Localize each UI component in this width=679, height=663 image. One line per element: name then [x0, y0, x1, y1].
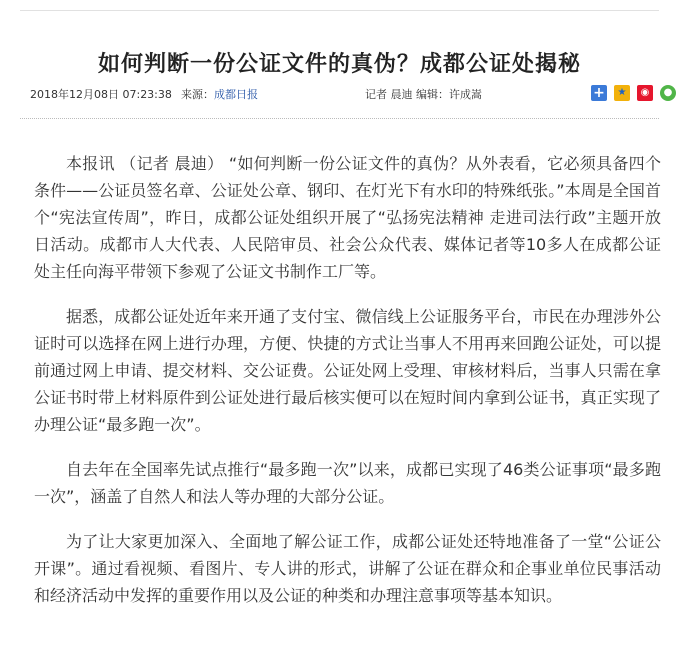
wechat-icon[interactable]: ●	[660, 85, 676, 101]
paragraph: 为了让大家更加深入、全面地了解公证工作，成都公证处还特地准备了一堂“公证公开课”。通过看视频、看图片、专人讲的形式，讲解了公证在群众和企事业单位民事活动和经济活动中发挥的重要作用以及公证的种类和办理注意事项等基本知识。	[34, 532, 661, 605]
source-label: 来源：	[181, 88, 214, 101]
paragraph: 本报讯 （记者 晨迪） “如何判断一份公证文件的真伪？从外表看，它必须具备四个条件——公证员签名章、公证处公章、钢印、在灯光下有水印的特殊纸张。”本周是全国首个“宪法宣传周”，昨日，成都公证处组织开展了“弘扬宪法精神 走进司法行政”主题开放日活动。成都市人大代表、人民陪审员、社会公众代表、媒体记者等10多人在成都公证处主任向海平带领下参观了公证文书制作工厂等。	[34, 154, 661, 281]
share-plus-icon[interactable]: +	[591, 85, 607, 101]
paragraph: 据悉，成都公证处近年来开通了支付宝、微信线上公证服务平台，市民在办理涉外公证时可以选择在网上进行办理，方便、快捷的方式让当事人不用再来回跑公证处，可以提前通过网上申请、提交材料、交公证费。公证处网上受理、审核材料后，当事人只需在拿公证书时带上材料原件到公证处进行最后核实便可以在短时间内拿到公证书，真正实现了办理公证“最多跑一次”。	[34, 307, 661, 434]
source	[181, 86, 258, 102]
article-title: 如何判断一份公证文件的真伪？成都公证处揭秘	[97, 51, 581, 77]
source-link[interactable]: 成都日报	[214, 88, 258, 101]
author-editor: 记者 晨迪 编辑：许成嵩	[365, 88, 482, 101]
paragraph: 自去年在全国率先试点推行“最多跑一次”以来，成都已实现了46类公证事项“最多跑一次”，涵盖了自然人和法人等办理的大部分公证。	[34, 460, 661, 506]
publish-datetime: 2018年12月08日 07:23:38	[30, 88, 172, 101]
nav-fragment[interactable]	[30, 0, 98, 6]
nav-link-fragment[interactable]	[135, 0, 187, 6]
top-nav-strip	[0, 0, 679, 6]
meta-divider	[20, 118, 659, 119]
top-rule	[20, 10, 659, 11]
article-meta	[30, 86, 650, 102]
nav-link-fragment[interactable]	[250, 0, 304, 6]
weibo-icon[interactable]: ◉	[637, 85, 653, 101]
article-body	[34, 150, 661, 627]
qzone-icon[interactable]: ★	[614, 85, 630, 101]
